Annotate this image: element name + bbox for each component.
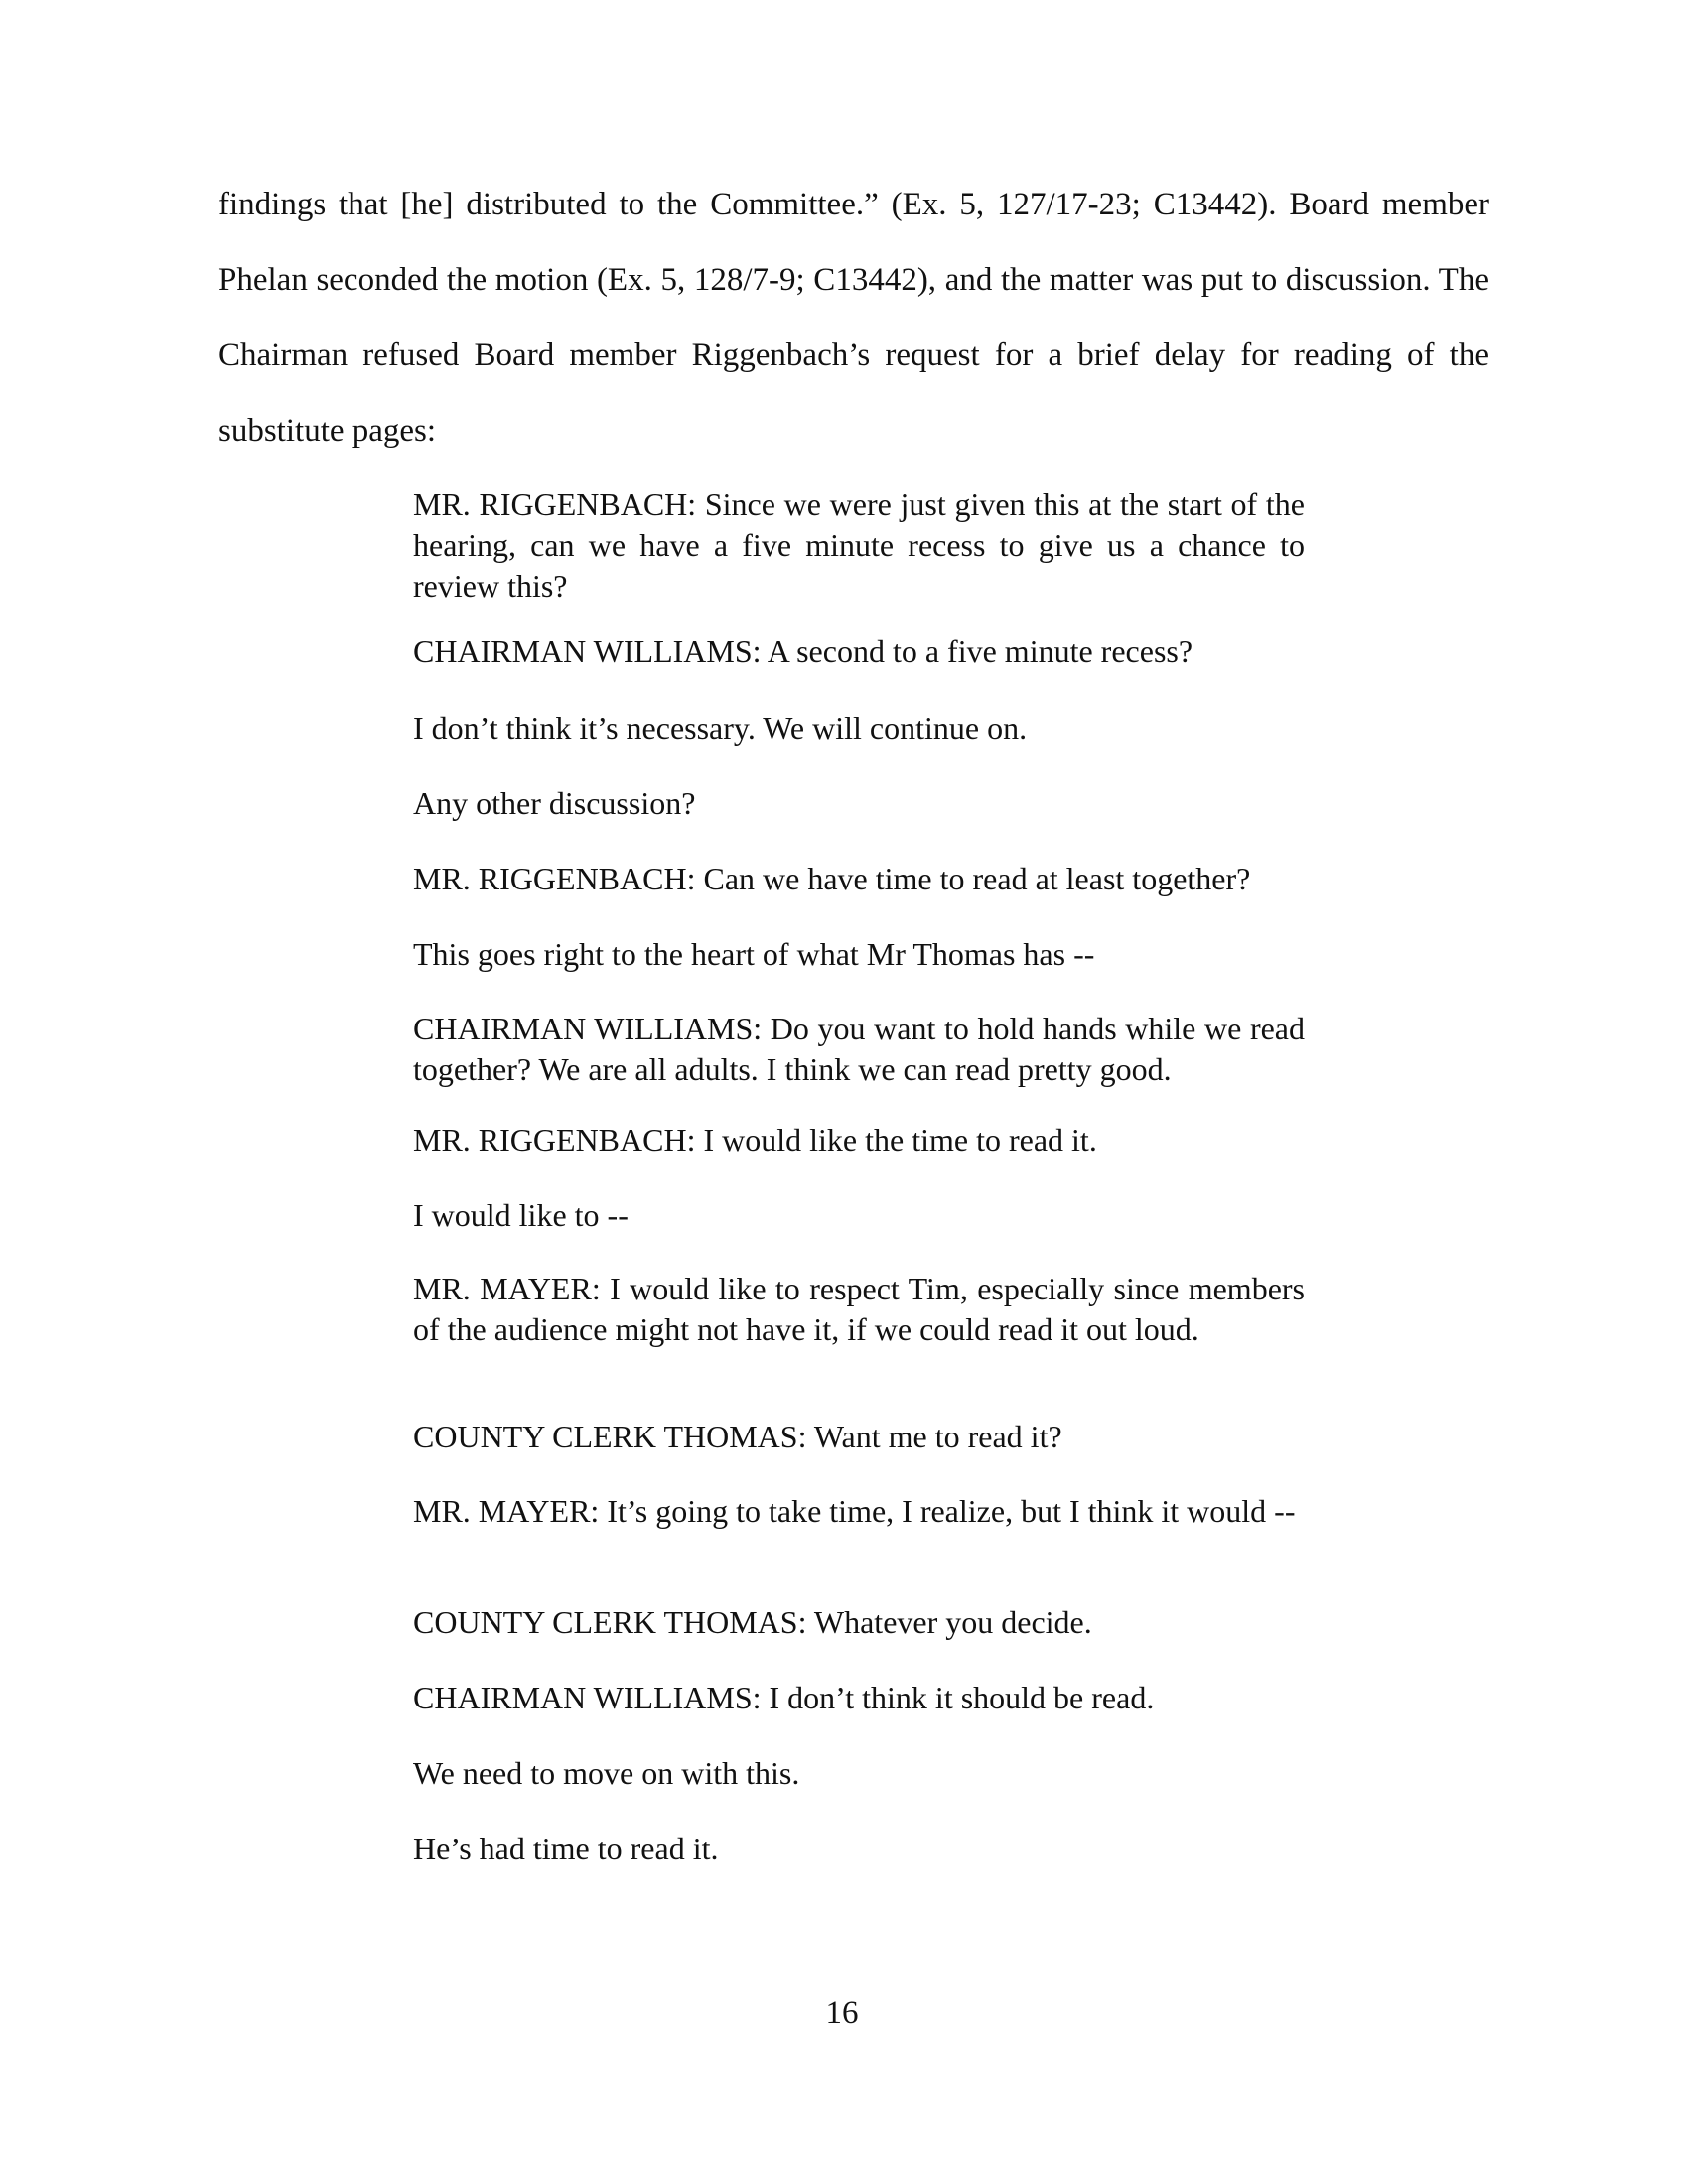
- paragraph-line-4: substitute pages:: [218, 413, 437, 449]
- paragraph-line-2: Phelan seconded the motion (Ex. 5, 128/7-9; C13442), and the matter was put to discussion. The: [218, 262, 1489, 298]
- transcript-entry: COUNTY CLERK THOMAS: Want me to read it?: [413, 1419, 1062, 1454]
- transcript-entry: COUNTY CLERK THOMAS: Whatever you decide.: [413, 1604, 1092, 1640]
- page-number: 16: [825, 1995, 859, 2031]
- transcript-entry: I don’t think it’s necessary. We will continue on.: [413, 710, 1028, 746]
- transcript-entry: He’s had time to read it.: [413, 1831, 719, 1866]
- transcript-entry: MR. RIGGENBACH: Can we have time to read at least together?: [413, 861, 1251, 896]
- transcript-entry: I would like to --: [413, 1197, 629, 1233]
- transcript-entry: MR. MAYER: I would like to respect Tim, especially since members of the audience might not have it, if we could read it out loud.: [413, 1271, 1305, 1347]
- transcript-entry: CHAIRMAN WILLIAMS: Do you want to hold hands while we read together? We are all adults. I think we can read pretty good.: [413, 1011, 1305, 1087]
- paragraph-line-3: Chairman refused Board member Riggenbach’s request for a brief delay for reading of the: [218, 338, 1489, 373]
- transcript-entry: Any other discussion?: [413, 785, 696, 821]
- transcript-entry: MR. RIGGENBACH: Since we were just given this at the start of the hearing, can we have a five minute recess to give us a chance to review this?: [413, 486, 1305, 604]
- transcript-entry: MR. MAYER: It’s going to take time, I realize, but I think it would --: [413, 1493, 1296, 1529]
- transcript-entry: We need to move on with this.: [413, 1755, 800, 1791]
- transcript-entry: CHAIRMAN WILLIAMS: A second to a five minute recess?: [413, 633, 1193, 669]
- transcript-entry: MR. RIGGENBACH: I would like the time to read it.: [413, 1122, 1097, 1158]
- transcript-entry: CHAIRMAN WILLIAMS: I don’t think it should be read.: [413, 1680, 1155, 1715]
- paragraph-line-1: findings that [he] distributed to the Committee.” (Ex. 5, 127/17-23; C13442). Board member: [218, 187, 1489, 222]
- transcript-entry: This goes right to the heart of what Mr Thomas has --: [413, 936, 1095, 972]
